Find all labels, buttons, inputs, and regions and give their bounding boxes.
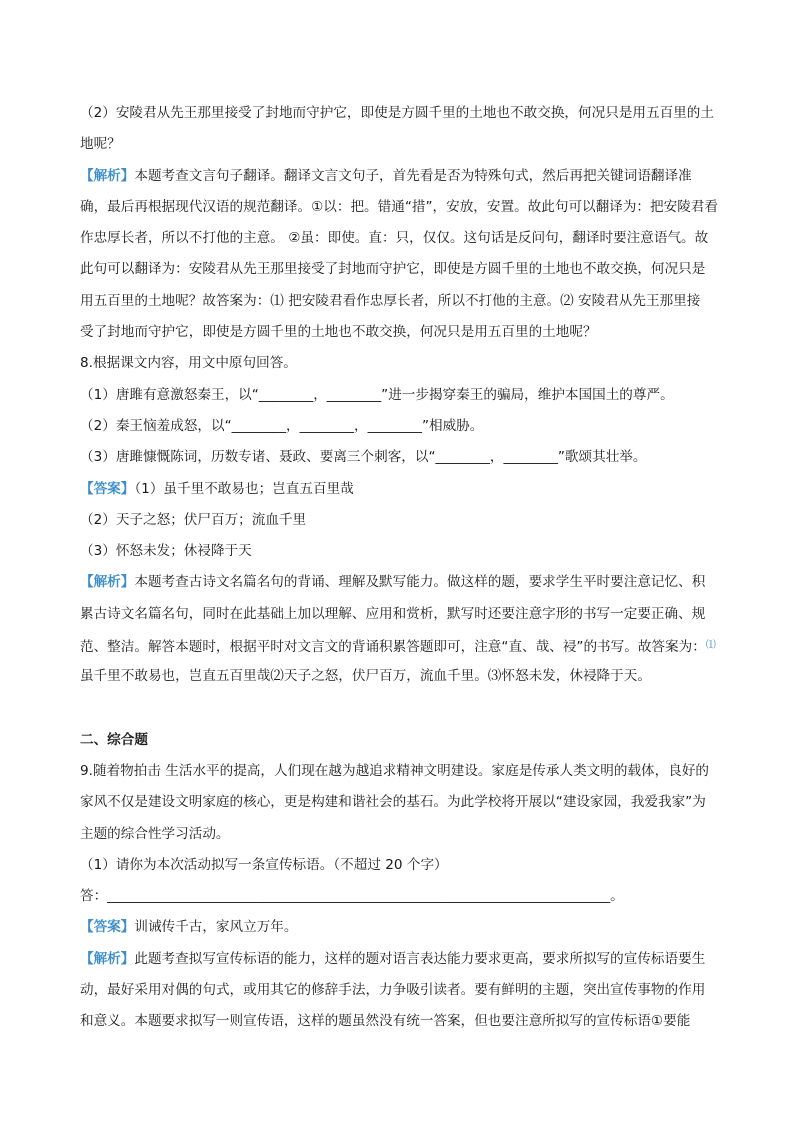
analysis7-line3: 作忠厚长者，所以不打他的主意。 ②虽：即使。直：只，仅仅。这句话是反问句，翻译时要注意语气。故 [80, 230, 709, 247]
analysis8-text1: 本题考查古诗文名篇名句的背诵、理解及默写能力。做这样的题，要求学生平时要注意记忆、积 [134, 574, 706, 591]
analysis7-line4: 此句可以翻译为：安陵君从先王那里接受了封地而守护它，即使是方圆千里的土地也不敢交换，何况只是 [80, 261, 706, 278]
answer8-text1: （1）虽千里不敢易也；岂直五百里哉 [134, 480, 354, 497]
analysis8-line4: 虽千里不敢易也，岂直五百里哉⑵天子之怒，伏尸百万，流血千里。⑶怀怒未发，休祲降于天。 [80, 668, 651, 685]
analysis-tag: 【解析】 [80, 574, 135, 591]
answer8-line3: （3）怀怒未发；休祲降于天 [80, 543, 252, 560]
q9-line2: 家风不仅是建设文明家庭的核心，更是构建和谐社会的基石。为此学校将开展以“建设家园，我爱我家”为 [80, 794, 706, 811]
answer9-text: 训诫传千古，家风立万年。 [134, 919, 298, 936]
q8-item2: （2）秦王恼羞成怒，以“________，________，________”相威胁。 [80, 417, 484, 434]
q9-answer-line: 答：__________________________________________________________________________。 [80, 888, 624, 905]
analysis9-text1: 此题考查拟写宣传标语的能力，这样的题对语言表达能力要求更高，要求所拟写的宣传标语要生 [134, 950, 706, 967]
q8-item3: （3）唐雎慷慨陈词，历数专诸、聂政、要离三个刺客，以“________，________”歌颂其壮举。 [80, 449, 647, 466]
q9-line3: 主题的综合性学习活动。 [80, 825, 230, 842]
analysis7-line5: 用五百里的土地呢？故答案为：⑴ 把安陵君看作忠厚长者，所以不打他的主意。⑵ 安陵君从先王那里接 [80, 292, 701, 309]
analysis7-line6: 受了封地而守护它，即使是方圆千里的土地也不敢交换，何况只是用五百里的土地呢？ [80, 324, 597, 341]
section2-title: 二、综合题 [80, 731, 148, 748]
analysis8-line2: 累古诗文名篇名句，同时在此基础上加以理解、应用和赏析，默写时还要注意字形的书写一定要正确、规 [80, 605, 706, 622]
analysis7-line2: 确，最后再根据现代汉语的规范翻译。①以：把。错通“措”，安放，安置。故此句可以翻译为：把安陵君看 [80, 198, 718, 215]
document-page [80, 98, 724, 1038]
analysis9-line1 [80, 944, 724, 975]
analysis8-line3 [80, 630, 724, 661]
analysis-tag: 【解析】 [80, 167, 135, 184]
answer8-line1 [80, 474, 724, 505]
q7-part2-line1: （2）安陵君从先王那里接受了封地而守护它，即使是方圆千里的土地也不敢交换，何况只是用五百里的土 [80, 105, 714, 121]
answer-tag: 【答案】 [80, 919, 135, 936]
section-gap [80, 693, 724, 725]
answer9-line [80, 912, 724, 943]
analysis9-line3: 和意义。本题要求拟写一则宣传语，这样的题虽然没有统一答案，但也要注意所拟写的宣传标语①要能 [80, 1013, 691, 1030]
analysis7-line1 [80, 161, 724, 192]
analysis8-text3: 范、整洁。解答本题时，根据平时对文言文的背诵积累答题即可，注意“直、哉、祲”的书写。故答案为： [80, 639, 706, 656]
analysis9-line2: 动，最好采用对偶的句式，或用其它的修辞手法，力争吸引读者。要有鲜明的主题，突出宣传事物的作用 [80, 982, 706, 999]
q7-part2-line2: 地呢？ [80, 136, 121, 153]
q8-item1: （1）唐雎有意激怒秦王，以“________，________”进一步揭穿秦王的骗局，维护本国国土的尊严。 [80, 386, 674, 403]
answer8-line2: （2）天子之怒；伏尸百万；流血千里 [80, 511, 307, 528]
analysis-tag: 【解析】 [80, 950, 135, 967]
q8-title: 8.根据课文内容，用文中原句回答。 [80, 355, 297, 372]
analysis8-line1 [80, 567, 724, 598]
q9-item1: （1）请你为本次活动拟写一条宣传标语。（不超过 20 个字） [80, 856, 448, 873]
analysis8-mark: ⑴ [705, 640, 716, 652]
q9-line1: 9.随着物拍击 生活水平的提高，人们现在越为越追求精神文明建设。家庭是传承人类文明的载体，良好的 [80, 762, 710, 779]
analysis7-text1: 本题考查文言句子翻译。翻译文言文句子，首先看是否为特殊句式，然后再把关键词语翻译准 [134, 167, 692, 184]
answer-tag: 【答案】 [80, 480, 135, 497]
